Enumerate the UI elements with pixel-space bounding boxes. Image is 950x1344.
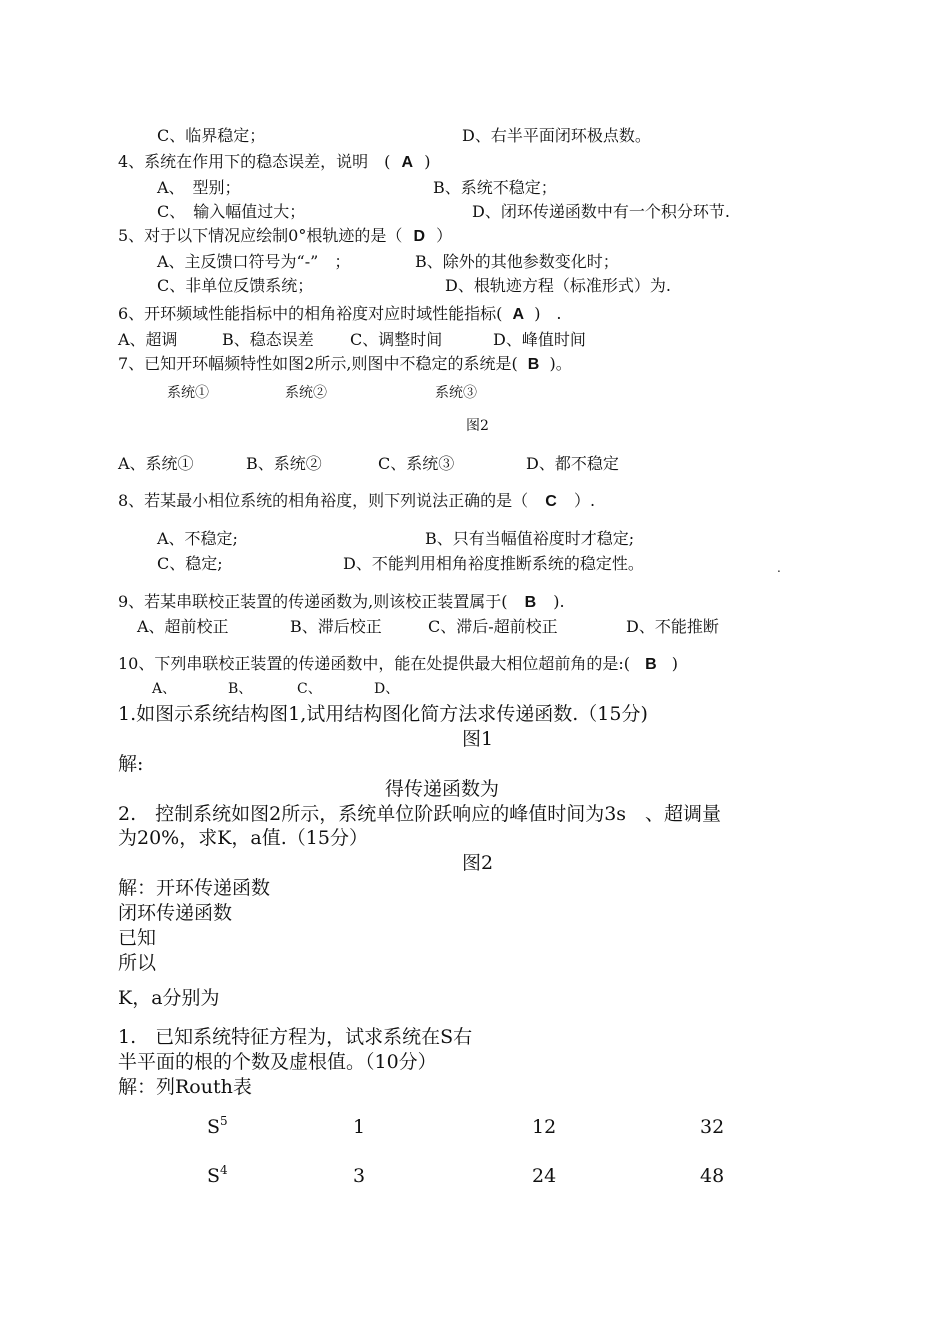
q8-option-a: A、不稳定;	[157, 529, 238, 548]
q8-answer: C	[545, 493, 557, 510]
q4-stem-text: 4、系统在作用下的稳态误差，说明 (	[118, 152, 391, 171]
routh-cell: 1	[353, 1116, 366, 1138]
q7-option-a: A、系统①	[118, 454, 194, 473]
q10-stem-text: 10、下列串联校正装置的传递函数中，能在处提供最大相位超前角的是:(	[118, 654, 630, 673]
q7-system-3-label: 系统③	[435, 385, 477, 401]
q8-close: ）.	[573, 491, 596, 510]
q10-answer: B	[645, 656, 657, 673]
q8-stem-text: 8、若某最小相位系统的相角裕度，则下列说法正确的是（	[118, 491, 529, 510]
routh-cell: 48	[700, 1165, 725, 1187]
routh-row-symbol: S	[207, 1165, 221, 1187]
q7-system-1-label: 系统①	[167, 385, 209, 401]
q5-option-c: C、非单位反馈系统；	[157, 276, 314, 295]
q8-option-d: D、不能判用相角裕度推断系统的稳定性。	[343, 554, 644, 573]
problem-2-solution-2: 闭环传递函数	[118, 902, 233, 924]
q4-option-a: A、 型别；	[157, 178, 241, 197]
q10-option-b: B、	[228, 681, 253, 697]
q9-option-b: B、滞后校正	[290, 617, 382, 636]
problem-2-solution-4: 所以	[118, 952, 157, 974]
q7-option-c: C、系统③	[378, 454, 455, 473]
q10-option-c: C、	[297, 681, 322, 697]
routh-row-power: 4	[220, 1163, 228, 1177]
q10-close: )	[671, 654, 678, 673]
q3-option-d: D、右半平面闭环极点数。	[462, 126, 651, 145]
q5-answer: D	[413, 228, 426, 245]
q7-answer: B	[527, 356, 540, 373]
q6-option-d: D、峰值时间	[493, 330, 586, 349]
q5-close: ）	[436, 226, 453, 245]
q6-stem-text: 6、开环频域性能指标中的相角裕度对应时域性能指标(	[118, 304, 503, 323]
problem-1-solution-label: 解:	[118, 753, 144, 775]
q7-stem-text: 7、已知开环幅频特性如图2所示,则图中不稳定的系统是(	[118, 354, 518, 373]
q8-stem	[118, 493, 595, 510]
q4-stem	[118, 154, 430, 171]
q10-option-d: D、	[374, 681, 400, 697]
problem-2-solution-1: 解：开环传递函数	[118, 877, 271, 899]
q9-option-d: D、不能推断	[626, 617, 719, 636]
q5-option-a: A、主反馈口符号为“-” ；	[157, 252, 351, 271]
routh-row-power: 5	[220, 1114, 228, 1128]
problem-3-stem-line-1: 1. 已知系统特征方程为，试求系统在S右	[118, 1026, 473, 1048]
problem-1-result: 得传递函数为	[385, 778, 500, 800]
q9-answer: B	[524, 594, 537, 611]
problem-2-solution-5: K，a分别为	[118, 987, 220, 1009]
routh-cell: 12	[532, 1116, 557, 1138]
q7-option-b: B、系统②	[246, 454, 322, 473]
q9-option-c: C、滞后-超前校正	[428, 617, 558, 636]
q7-option-d: D、都不稳定	[526, 454, 619, 473]
q6-option-b: B、稳态误差	[222, 330, 314, 349]
q5-stem-text: 5、对于以下情况应绘制0°根轨迹的是（	[118, 226, 403, 245]
routh-cell: 32	[700, 1116, 725, 1138]
q6-option-a: A、超调	[118, 330, 178, 349]
problem-2-figure-caption: 图2	[462, 852, 494, 874]
q9-stem-text: 9、若某串联校正装置的传递函数为,则该校正装置属于(	[118, 592, 508, 611]
q4-close: )	[424, 152, 431, 171]
q10-stem	[118, 656, 678, 673]
problem-2-stem-line-1: 2. 控制系统如图2所示，系统单位阶跃响应的峰值时间为3s 、超调量	[118, 803, 722, 825]
problem-1-stem: 1.如图示系统结构图1,试用结构图化简方法求传递函数.（15分)	[118, 703, 648, 725]
q9-stem	[118, 594, 565, 611]
routh-row-label	[207, 1163, 228, 1187]
q6-close: ) .	[534, 304, 562, 323]
q6-option-c: C、调整时间	[350, 330, 443, 349]
problem-1-figure-caption: 图1	[462, 728, 494, 750]
q5-option-b: B、除外的其他参数变化时；	[415, 252, 619, 271]
q5-option-d: D、根轨迹方程（标准形式）为.	[445, 276, 671, 295]
q4-answer: A	[401, 154, 414, 171]
routh-cell: 3	[353, 1165, 366, 1187]
problem-2-stem-line-2: 为20%，求K，a值.（15分）	[118, 827, 368, 849]
q4-option-b: B、系统不稳定；	[433, 178, 557, 197]
routh-cell: 24	[532, 1165, 557, 1187]
routh-row-symbol: S	[207, 1116, 221, 1138]
q4-option-d: D、闭环传递函数中有一个积分环节.	[472, 202, 730, 221]
q8-dot: .	[777, 561, 781, 575]
problem-3-stem-line-2: 半平面的根的个数及虚根值。（10分）	[118, 1051, 437, 1073]
q7-stem	[118, 356, 572, 373]
q3-option-c: C、临界稳定；	[157, 126, 266, 145]
problem-2-solution-3: 已知	[118, 927, 157, 949]
routh-row-label	[207, 1114, 228, 1138]
q9-close: ).	[553, 592, 565, 611]
q6-answer: A	[512, 306, 525, 323]
q7-close: )。	[549, 354, 572, 373]
q8-option-c: C、稳定;	[157, 554, 223, 573]
q8-option-b: B、只有当幅值裕度时才稳定;	[425, 529, 635, 548]
q9-option-a: A、超前校正	[137, 617, 229, 636]
q4-option-c: C、 输入幅值过大；	[157, 202, 306, 221]
q7-system-2-label: 系统②	[285, 385, 327, 401]
q6-stem	[118, 306, 562, 323]
q5-stem	[118, 228, 452, 245]
q7-figure-caption: 图2	[466, 418, 489, 434]
q10-option-a: A、	[152, 681, 177, 697]
problem-3-solution-label: 解：列Routh表	[118, 1076, 252, 1098]
